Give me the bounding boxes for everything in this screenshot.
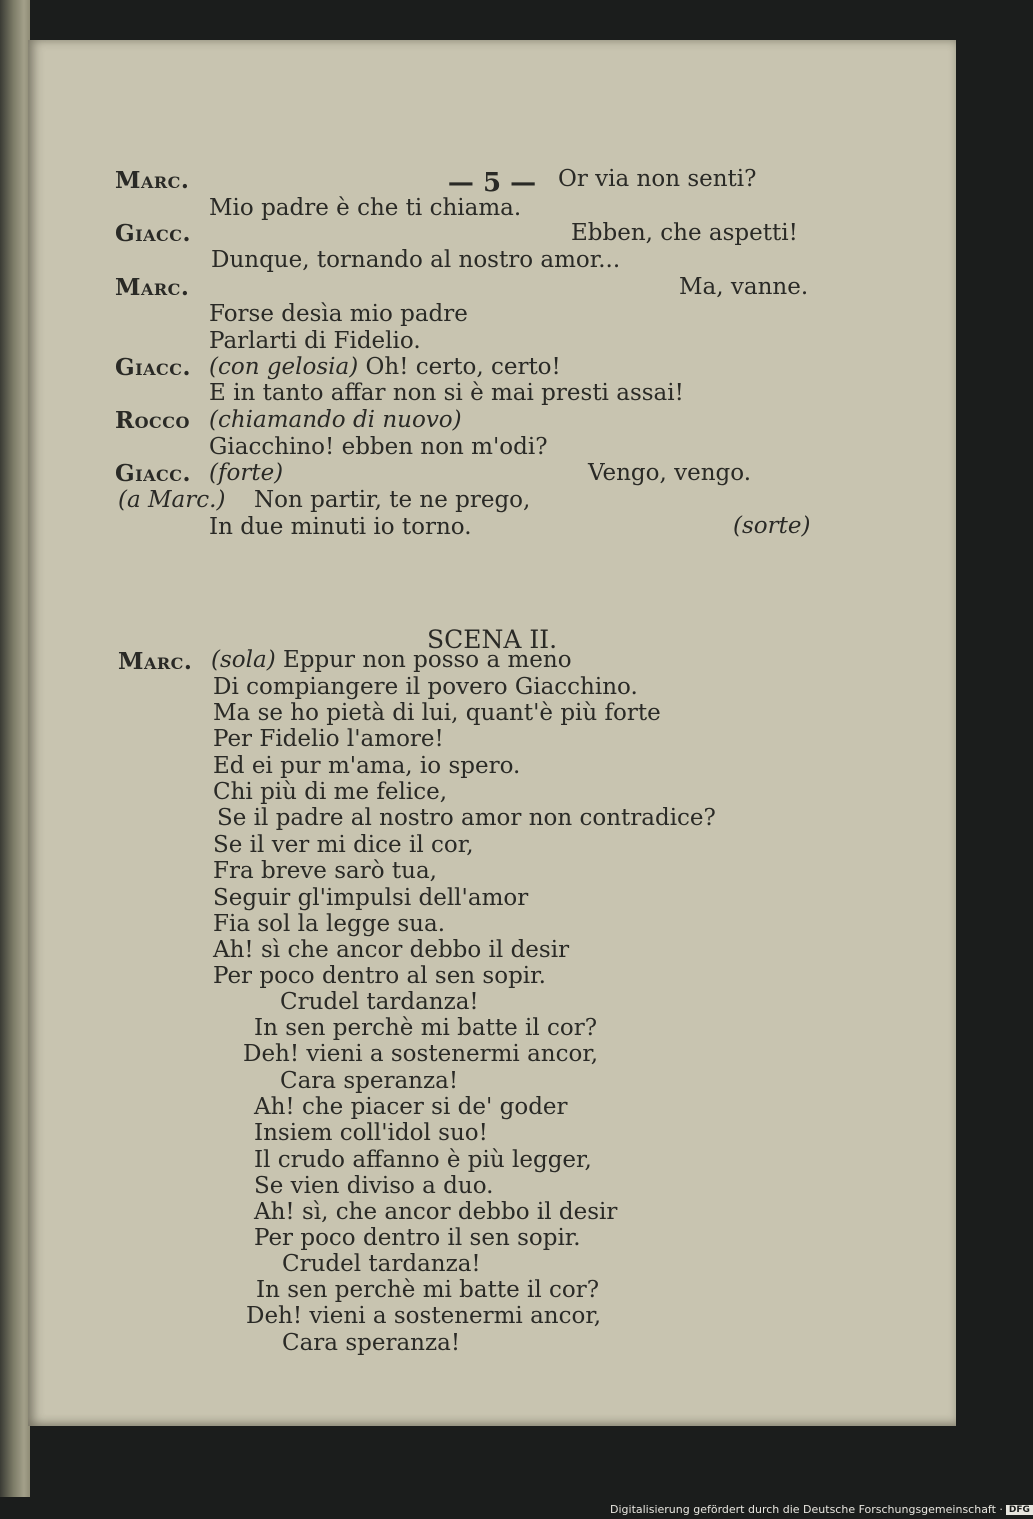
- verse-line: Per poco dentro il sen sopir.: [254, 1225, 581, 1251]
- verse-line: Se vien diviso a duo.: [254, 1173, 494, 1199]
- verse-line: Fia sol la legge sua.: [213, 911, 446, 937]
- speaker-label: Rocco: [115, 407, 190, 434]
- stage-direction: (forte): [209, 460, 284, 486]
- verse-line: Chi più di me felice,: [213, 779, 448, 805]
- verse-line: Insiem coll'idol suo!: [254, 1120, 488, 1146]
- book-page: [28, 40, 956, 1426]
- stage-direction: (a Marc.): [118, 487, 226, 513]
- verse-line: [211, 647, 572, 673]
- stage-direction: (con gelosia): [209, 354, 359, 380]
- speaker-label: Marc.: [118, 648, 193, 675]
- verse-line: Parlarti di Fidelio.: [209, 328, 421, 354]
- verse-text: Eppur non posso a meno: [275, 647, 572, 673]
- book-spine: [0, 0, 30, 1497]
- verse-line: Ma, vanne.: [679, 274, 809, 300]
- verse-line: Crudel tardanza!: [280, 989, 479, 1015]
- verse-line: Seguir gl'impulsi dell'amor: [213, 885, 529, 911]
- verse-line: Ah! sì che ancor debbo il desir: [213, 937, 570, 963]
- verse-line: Di compiangere il povero Giacchino.: [213, 674, 638, 700]
- verse-line: Ma se ho pietà di lui, quant'è più forte: [213, 700, 661, 726]
- verse-line: Ah! che piacer si de' goder: [254, 1094, 568, 1120]
- speaker-label: Marc.: [115, 274, 190, 301]
- verse-line: Deh! vieni a sostenermi ancor,: [243, 1041, 599, 1067]
- verse-line: Se il padre al nostro amor non contradice?: [217, 805, 716, 831]
- digitization-credit: [610, 1503, 1030, 1519]
- verse-line: Mio padre è che ti chiama.: [209, 195, 522, 221]
- scene-heading: SCENA II.: [426, 625, 558, 654]
- dfg-logo: DFG: [1006, 1505, 1033, 1515]
- verse-line: Or via non senti?: [558, 166, 757, 192]
- verse-line: Crudel tardanza!: [282, 1251, 481, 1277]
- verse-line: Dunque, tornando al nostro amor...: [211, 247, 621, 273]
- verse-line: Giacchino! ebben non m'odi?: [209, 434, 548, 460]
- verse-line: In due minuti io torno.: [209, 514, 472, 540]
- verse-line: Vengo, vengo.: [588, 460, 752, 486]
- stage-direction: (sola): [211, 647, 276, 673]
- speaker-label: Giacc.: [115, 460, 192, 487]
- stage-direction: (chiamando di nuovo): [209, 407, 462, 433]
- verse-line: Ed ei pur m'ama, io spero.: [213, 753, 521, 779]
- verse-line: Deh! vieni a sostenermi ancor,: [246, 1303, 602, 1329]
- speaker-label: Giacc.: [115, 354, 192, 381]
- stage-direction: (sorte): [733, 513, 811, 539]
- verse-line: [209, 354, 561, 380]
- credit-text: Digitalisierung gefördert durch die Deutsche Forschungsgemeinschaft ·: [610, 1503, 1003, 1516]
- verse-line: Per poco dentro al sen sopir.: [213, 963, 546, 989]
- page-number: — 5 —: [447, 168, 537, 198]
- verse-line: Fra breve sarò tua,: [213, 858, 437, 884]
- verse-line: Ah! sì, che ancor debbo il desir: [254, 1199, 618, 1225]
- verse-text: Oh! certo, certo!: [358, 354, 561, 380]
- speaker-label: Marc.: [115, 167, 190, 194]
- verse-line: Per Fidelio l'amore!: [213, 726, 444, 752]
- verse-line: Forse desìa mio padre: [209, 301, 468, 327]
- verse-line: Cara speranza!: [280, 1068, 459, 1094]
- verse-line: E in tanto affar non si è mai presti assai!: [209, 380, 684, 406]
- verse-line: Se il ver mi dice il cor,: [213, 832, 474, 858]
- verse-line: Cara speranza!: [282, 1330, 461, 1356]
- verse-line: In sen perchè mi batte il cor?: [256, 1277, 600, 1303]
- verse-line: Il crudo affanno è più legger,: [254, 1147, 592, 1173]
- verse-line: Ebben, che aspetti!: [571, 220, 798, 246]
- verse-line: Non partir, te ne prego,: [254, 487, 531, 513]
- speaker-label: Giacc.: [115, 220, 192, 247]
- verse-line: In sen perchè mi batte il cor?: [254, 1015, 598, 1041]
